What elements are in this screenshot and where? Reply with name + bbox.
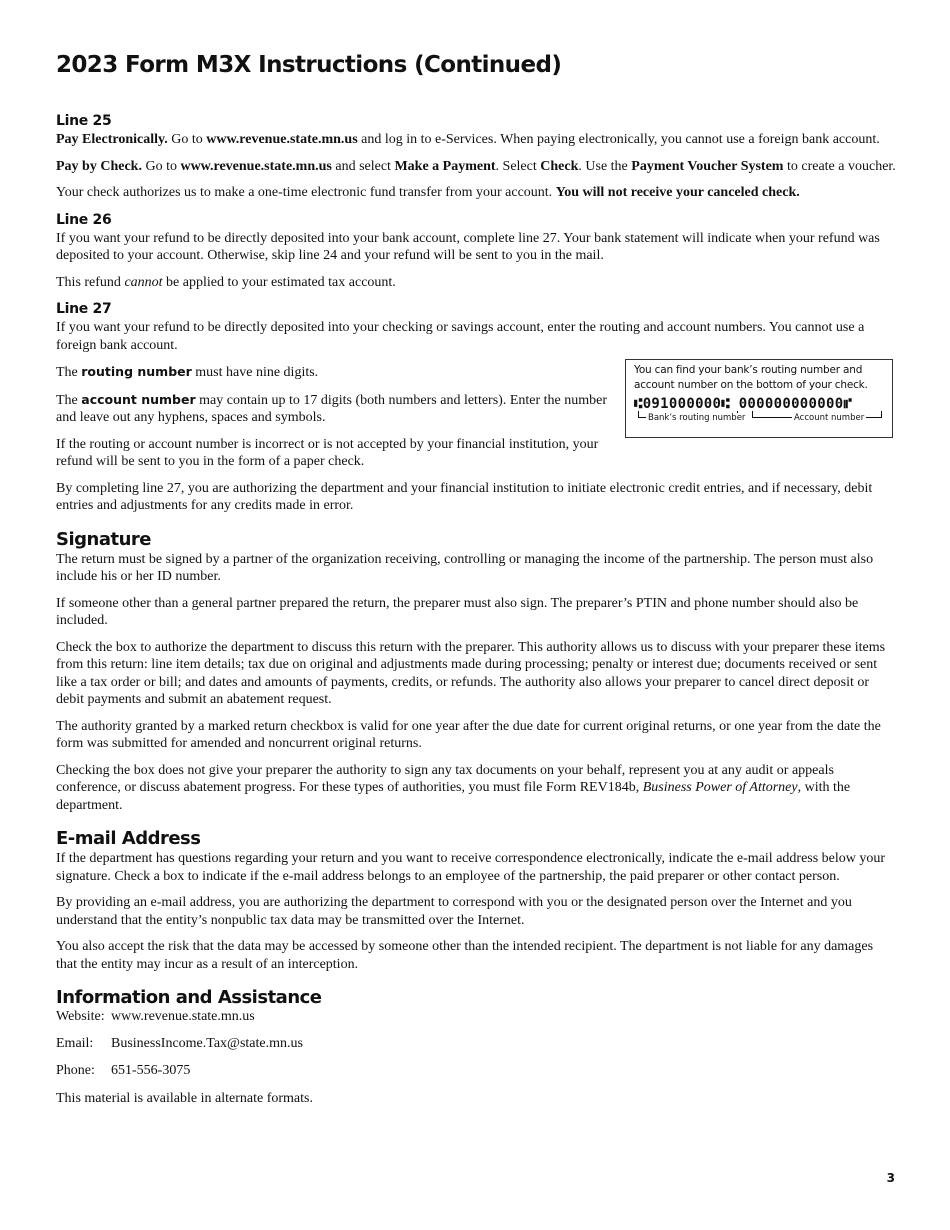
alternate-formats-note: This material is available in alternate formats. (56, 1091, 313, 1106)
email-link[interactable]: BusinessIncome.Tax@state.mn.us (111, 1036, 303, 1051)
check-example-box (625, 359, 893, 438)
routing-number-note: The routing number must have nine digits. (56, 364, 319, 380)
website-link[interactable]: www.revenue.state.mn.us (111, 1009, 255, 1024)
line27-details (56, 363, 896, 471)
revenue-link[interactable]: www.revenue.state.mn.us (206, 132, 358, 147)
signature-p5: Checking the box does not give your preparer the authority to sign any tax documents on your behalf, represent you at any audit or appeals conference, or discuss abatement progress. For these types of authorities, you must file Form REV184b, Business Power of Attorney, with the department. (56, 762, 851, 813)
phone-label: Phone: (56, 1063, 95, 1078)
check-labels (634, 411, 884, 425)
line25-pay-electronically: Pay Electronically. Go to www.revenue.state.mn.us and log in to e-Services. When paying electronically, you cannot use a foreign bank account. (56, 132, 880, 147)
check-micr-line (634, 397, 884, 411)
line25-pay-by-check: Pay by Check. Go to www.revenue.state.mn.us and select Make a Payment. Select Check. Use the Payment Voucher System to create a voucher. (56, 158, 896, 174)
phone-value: 651-556-3075 (111, 1063, 191, 1078)
page-number: 3 (886, 1171, 895, 1185)
email-p1: If the department has questions regarding your return and you want to receive correspondence electronically, indicate the e-mail address below your signature. Check a box to indicate if the e-mail address belongs to an employee of the partnership, the paid preparer or other contact person. (56, 851, 886, 884)
line25-heading: Line 25 (56, 113, 112, 129)
phone-row (56, 1063, 303, 1090)
email-label: Email: (56, 1036, 94, 1051)
line26-heading: Line 26 (56, 211, 112, 228)
signature-p2: If someone other than a general partner prepared the return, the preparer must also sign. The preparer’s PTIN and phone number should also be included. (56, 595, 859, 628)
routing-label: Bank’s routing number (648, 413, 746, 423)
info-heading: Information and Assistance (56, 987, 322, 1008)
website-row (56, 1009, 303, 1036)
email-heading: E-mail Address (56, 828, 201, 849)
line26-refund-note: This refund cannot be applied to your estimated tax account. (56, 274, 396, 290)
account-number-note: The account number may contain up to 17 digits (both numbers and letters). Enter the number and leave out any hyphens, spaces and symbols. (56, 391, 608, 425)
email-p3: You also accept the risk that the data may be accessed by someone other than the intended recipient. The department is not liable for any damages that the entity may incur as a result of an interception. (56, 939, 874, 972)
check-example-caption: You can find your bank’s routing number and account number on the bottom of your check. (634, 364, 868, 391)
incorrect-number-note: If the routing or account number is incorrect or is not accepted by your financial institution, your refund will be sent to you in the form of a paper check. (56, 436, 599, 469)
website-label: Website: (56, 1009, 105, 1024)
line27-heading: Line 27 (56, 301, 112, 317)
email-p2: By providing an e-mail address, you are authorizing the department to correspond with you or the designated person over the Internet and you understand that the entity’s nonpublic tax data may be transmitted over the Internet. (56, 895, 852, 928)
signature-p4: The authority granted by a marked return checkbox is valid for one year after the due date for current original returns, or one year from the date the form was submitted for amended and noncurrent original returns. (56, 718, 881, 751)
account-digits: 000000000000⑈ (738, 396, 853, 412)
line27-intro: If you want your refund to be directly deposited into your checking or savings account, enter the routing and account numbers. You cannot use a foreign bank account. (56, 320, 865, 353)
routing-digits: ⑆091000000⑆ (634, 396, 730, 412)
email-row (56, 1036, 303, 1063)
signature-p1: The return must be signed by a partner of the organization receiving, controlling or managing the income of the partnership. The person must also include his or her ID number. (56, 551, 874, 584)
page-title: 2023 Form M3X Instructions (Continued) (56, 52, 562, 78)
account-label: Account number (794, 413, 865, 423)
line25-check-authorization: Your check authorizes us to make a one-time electronic fund transfer from your account. You will not receive your canceled check. (56, 185, 800, 200)
line27-authorization: By completing line 27, you are authorizing the department and your financial institution to initiate electronic credit entries, and if necessary, debit entries and adjustments for any credits made in error. (56, 480, 873, 513)
line26-direct-deposit: If you want your refund to be directly deposited into your bank account, complete line 27. Your bank statement will indicate when your refund was deposited to your account. Otherwise, skip line 24 and your refund will be sent to you in the mail. (56, 230, 880, 263)
contact-table (56, 1009, 303, 1090)
content (56, 112, 896, 1117)
signature-heading: Signature (56, 528, 151, 550)
revenue-link[interactable]: www.revenue.state.mn.us (180, 158, 332, 174)
signature-p3: Check the box to authorize the department to discuss this return with the preparer. This authority allows us to discuss with your preparer these items from this return: line item details; tax due on original and adjustments made during processing; penalty or interest due; documents received or sent like a tax order or bill; and dates and amounts of payments, credits, or refunds. The authority also allows your preparer to cancel direct deposit or debit payments and submit an abatement request. (56, 639, 886, 707)
